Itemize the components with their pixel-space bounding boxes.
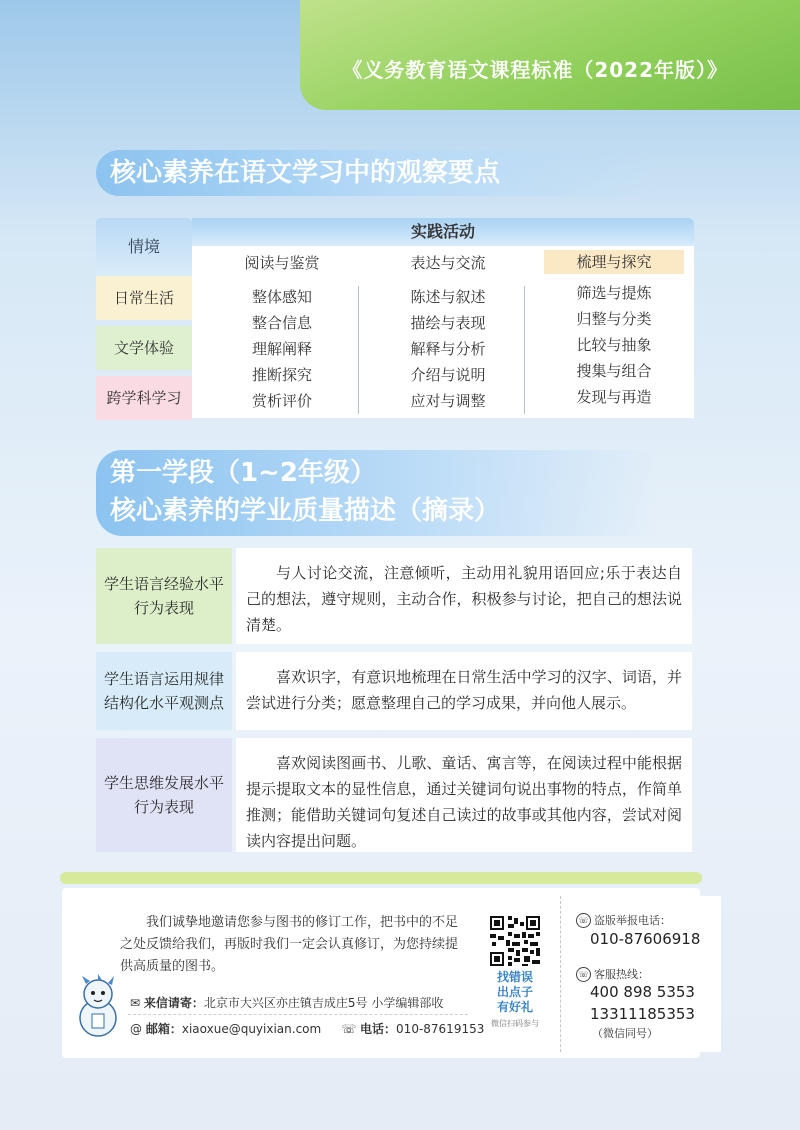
list-item: 解释与分析	[410, 340, 486, 358]
label-line: 行为表现	[133, 798, 194, 816]
section2-title-line2: 核心素养的学业质量描述（摘录）	[110, 496, 501, 526]
activity-panel	[192, 246, 694, 418]
invite-text: 我们诚挚地邀请您参与图书的修订工作，把书中的不足之处反馈给我们，再版时我们一定会认真修订，为您持续提供高质量的图书。	[120, 915, 459, 974]
qr-code-icon[interactable]	[488, 914, 542, 968]
qr-small-caption: 微信扫码参与	[491, 1019, 539, 1028]
service-number-1: 400 898 5353	[590, 983, 695, 1001]
mail-icon: ✉	[130, 996, 144, 1010]
list-item: 理解阐释	[251, 340, 312, 358]
list-item: 搜集与组合	[576, 362, 652, 380]
list-item: 赏析评价	[251, 392, 312, 410]
column-title: 阅读与鉴赏	[244, 254, 320, 272]
column-title: 表达与交流	[410, 254, 486, 272]
label-text: 盗版举报电话：	[594, 914, 671, 927]
quality-row	[96, 548, 692, 644]
context-interdisciplinary: 跨学科学习	[96, 376, 192, 420]
header-band	[300, 0, 800, 110]
section2-title	[96, 450, 656, 536]
list-item: 推断探究	[251, 366, 312, 384]
quality-row	[96, 652, 692, 730]
activity-header: 实践活动	[192, 218, 694, 246]
column-reading	[202, 246, 362, 414]
qr-caption-line: 出点子	[496, 985, 533, 999]
column-divider	[358, 286, 359, 414]
mascot-icon	[72, 974, 124, 1038]
card-top-strip	[60, 872, 702, 884]
service-hotline-label	[576, 966, 649, 982]
section2-title-line1: 第一学段（1~2年级）	[110, 458, 376, 488]
list-item: 比较与抽象	[576, 336, 652, 354]
mail-label: 来信请寄：	[143, 996, 204, 1010]
qr-caption	[486, 970, 544, 1015]
context-daily-life: 日常生活	[96, 276, 192, 320]
quality-row	[96, 738, 692, 852]
piracy-hotline-label	[576, 912, 671, 928]
book-title: 《义务教育语文课程标准（2022年版）》	[342, 58, 728, 82]
observation-table	[96, 218, 694, 418]
column-inquiry	[534, 246, 694, 410]
label-line: 学生思维发展水平	[103, 774, 224, 792]
column-divider	[524, 286, 525, 414]
list-item: 整体感知	[251, 288, 312, 306]
phone-icon: ☏	[576, 967, 591, 982]
list-item: 整合信息	[251, 314, 312, 332]
quality-row-label	[96, 652, 232, 730]
quality-row-text: 喜欢阅读图画书、儿歌、童话、寓言等，在阅读过程中能根据提示提取文本的显性信息，通过关键词句说出事物的特点，作简单推测；能借助关键词句复述自己读过的故事或其他内容，尝试对阅读内容提出问题。	[236, 738, 692, 852]
mail-address: 北京市大兴区亦庄镇吉成庄5号 小学编辑部收	[203, 996, 444, 1010]
quality-row-text: 与人讨论交流，注意倾听，主动用礼貌用语回应;乐于表达自己的想法，遵守规则，主动合作，积极参与讨论，把自己的想法说清楚。	[236, 548, 692, 644]
wechat-note: （微信同号）	[592, 1027, 658, 1040]
contact-line	[130, 1020, 484, 1037]
section1-title: 核心素养在语文学习中的观察要点	[96, 150, 656, 196]
list-item: 陈述与叙述	[410, 288, 486, 306]
phone-icon: ☏	[341, 1022, 361, 1036]
phone-number: 010-87619153	[396, 1022, 485, 1036]
list-item: 筛选与提炼	[576, 284, 652, 302]
context-header: 情境	[96, 218, 192, 276]
list-item: 应对与调整	[410, 392, 486, 410]
qr-caption-line: 有好礼	[496, 1000, 533, 1014]
list-item: 发现与再造	[576, 388, 652, 406]
mail-address-line	[130, 994, 443, 1011]
quality-row-text: 喜欢识字，有意识地梳理在日常生活中学习的汉字、词语，并尝试进行分类；愿意整理自己的学习成果，并向他人展示。	[236, 652, 692, 730]
label-line: 行为表现	[133, 599, 194, 617]
email-label: 邮箱：	[145, 1022, 182, 1036]
quality-row-label	[96, 738, 232, 852]
list-item: 描绘与表现	[410, 314, 486, 332]
divider	[128, 1014, 468, 1015]
label-text: 客服热线：	[594, 968, 649, 981]
label-line: 学生语言经验水平	[103, 575, 224, 593]
column-title: 梳理与探究	[544, 250, 684, 274]
email-link[interactable]: xiaoxue@quyixian.com	[181, 1022, 322, 1036]
qr-caption-line: 找错误	[496, 970, 533, 984]
context-literary-experience: 文学体验	[96, 326, 192, 370]
piracy-hotline-number: 010-87606918	[590, 930, 701, 948]
service-number-2: 13311185353	[590, 1005, 695, 1023]
at-icon: @	[130, 1022, 146, 1036]
list-item: 介绍与说明	[410, 366, 486, 384]
phone-icon: ☏	[576, 913, 591, 928]
phone-label: 电话：	[360, 1022, 397, 1036]
label-line: 结构化水平观测点	[103, 694, 224, 712]
list-item: 归整与分类	[576, 310, 652, 328]
label-line: 学生语言运用规律	[103, 670, 224, 688]
column-expression	[368, 246, 528, 414]
quality-row-label	[96, 548, 232, 644]
